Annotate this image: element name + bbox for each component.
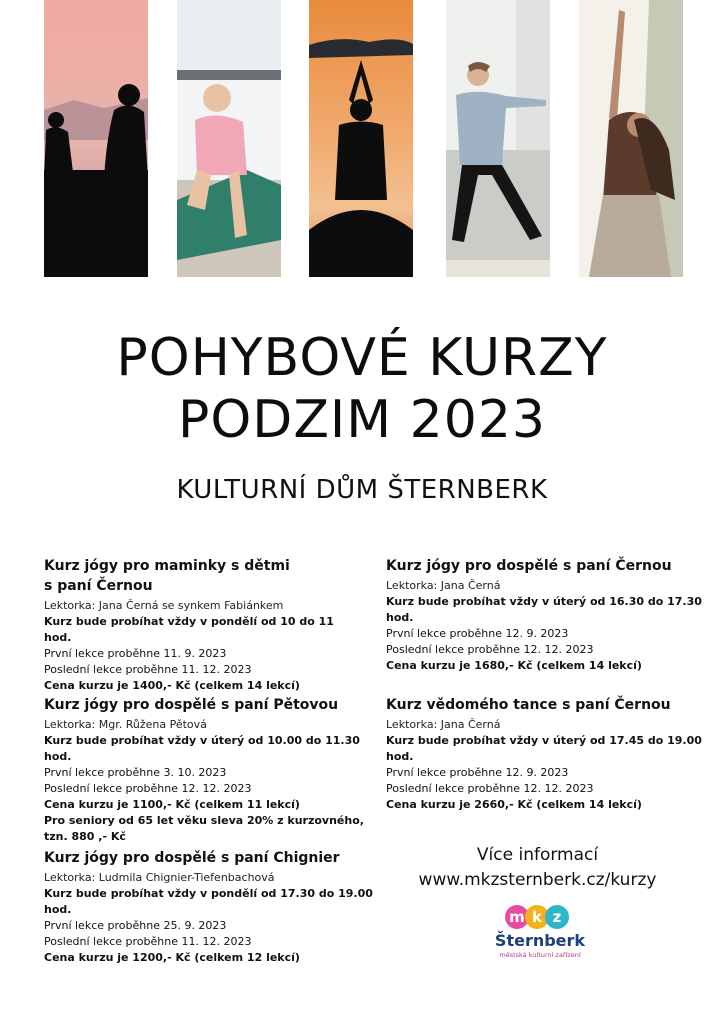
course-first-lesson: První lekce proběhne 12. 9. 2023 [386,627,569,640]
course-last-lesson: Poslední lekce proběhne 11. 12. 2023 [44,663,252,676]
course-lecturer: Lektorka: Ludmila Chignier-Tiefenbachová [44,871,275,884]
main-title-line1: POHYBOVÉ KURZY [116,328,608,388]
logo-name: Šternberk [494,931,586,950]
course-last-lesson: Poslední lekce proběhne 12. 12. 2023 [386,643,594,656]
course-title: Kurz jógy pro dospělé s paní Černou [386,558,672,574]
mother-child-silhouette-photo [44,0,148,277]
course-schedule: Kurz bude probíhat vždy v úterý od 10.00 do 11.30 hod. [44,734,360,763]
course-title: Kurz vědomého tance s paní Černou [386,697,671,713]
course-title: Kurz jógy pro dospělé s paní Chignier [44,850,340,866]
course-discount: Pro seniory od 65 let věku sleva 20% z kurzovného, tzn. 880 ,- Kč [44,814,364,843]
logo-tagline: městská kulturní zařízení [499,951,581,959]
course-block-mothers [44,556,364,694]
course-block-adults-cerna [386,556,716,674]
course-first-lesson: První lekce proběhne 11. 9. 2023 [44,647,227,660]
course-title: Kurz jógy pro dospělé s paní Pětovou [44,697,339,713]
course-price: Cena kurzu je 1200,- Kč (celkem 12 lekcí) [44,951,300,964]
course-price: Cena kurzu je 2660,- Kč (celkem 14 lekcí) [386,798,642,811]
warrior-pose-photo [446,0,550,277]
course-first-lesson: První lekce proběhne 25. 9. 2023 [44,919,227,932]
course-schedule: Kurz bude probíhat vždy v pondělí od 10 do 11 hod. [44,615,334,644]
course-last-lesson: Poslední lekce proběhne 12. 12. 2023 [386,782,594,795]
logo-letter-k: k [525,905,549,929]
course-price: Cena kurzu je 1680,- Kč (celkem 14 lekcí) [386,659,642,672]
course-block-dance [386,695,716,813]
venue-subtitle: KULTURNÍ DŮM ŠTERNBERK [176,475,548,505]
more-info-label: Více informací [476,845,599,865]
course-schedule: Kurz bude probíhat vždy v úterý od 17.45 do 19.00 hod. [386,734,702,763]
course-block-adults-chignier [44,848,384,966]
course-last-lesson: Poslední lekce proběhne 12. 12. 2023 [44,782,252,795]
main-title-line2: PODZIM 2023 [177,390,547,450]
logo-circles [505,905,575,933]
mkz-logo [485,905,595,965]
course-block-adults-petova [44,695,374,845]
course-lecturer: Lektorka: Mgr. Růžena Pětová [44,718,207,731]
course-schedule: Kurz bude probíhat vždy v úterý od 16.30 do 17.30 hod. [386,595,702,624]
course-lecturer: Lektorka: Jana Černá [386,718,501,731]
course-lecturer: Lektorka: Jana Černá se synkem Fabiánkem [44,599,284,612]
course-title: Kurz jógy pro maminky s dětmi s paní Černou [44,558,290,594]
more-info-url: www.mkzsternberk.cz/kurzy [418,870,657,890]
logo-letter-z: z [545,905,569,929]
course-price: Cena kurzu je 1100,- Kč (celkem 11 lekcí) [44,798,300,811]
course-first-lesson: První lekce proběhne 12. 9. 2023 [386,766,569,779]
course-schedule: Kurz bude probíhat vždy v pondělí od 17.30 do 19.00 hod. [44,887,373,916]
course-last-lesson: Poslední lekce proběhne 11. 12. 2023 [44,935,252,948]
photo-strip [44,0,684,277]
course-first-lesson: První lekce proběhne 3. 10. 2023 [44,766,227,779]
logo-letter-m: m [505,905,529,929]
woman-cobra-pose-photo [177,0,281,277]
meditation-silhouette-photo [309,0,413,277]
course-lecturer: Lektorka: Jana Černá [386,579,501,592]
woman-stretching-photo [579,0,683,277]
course-price: Cena kurzu je 1400,- Kč (celkem 14 lekcí) [44,679,300,692]
